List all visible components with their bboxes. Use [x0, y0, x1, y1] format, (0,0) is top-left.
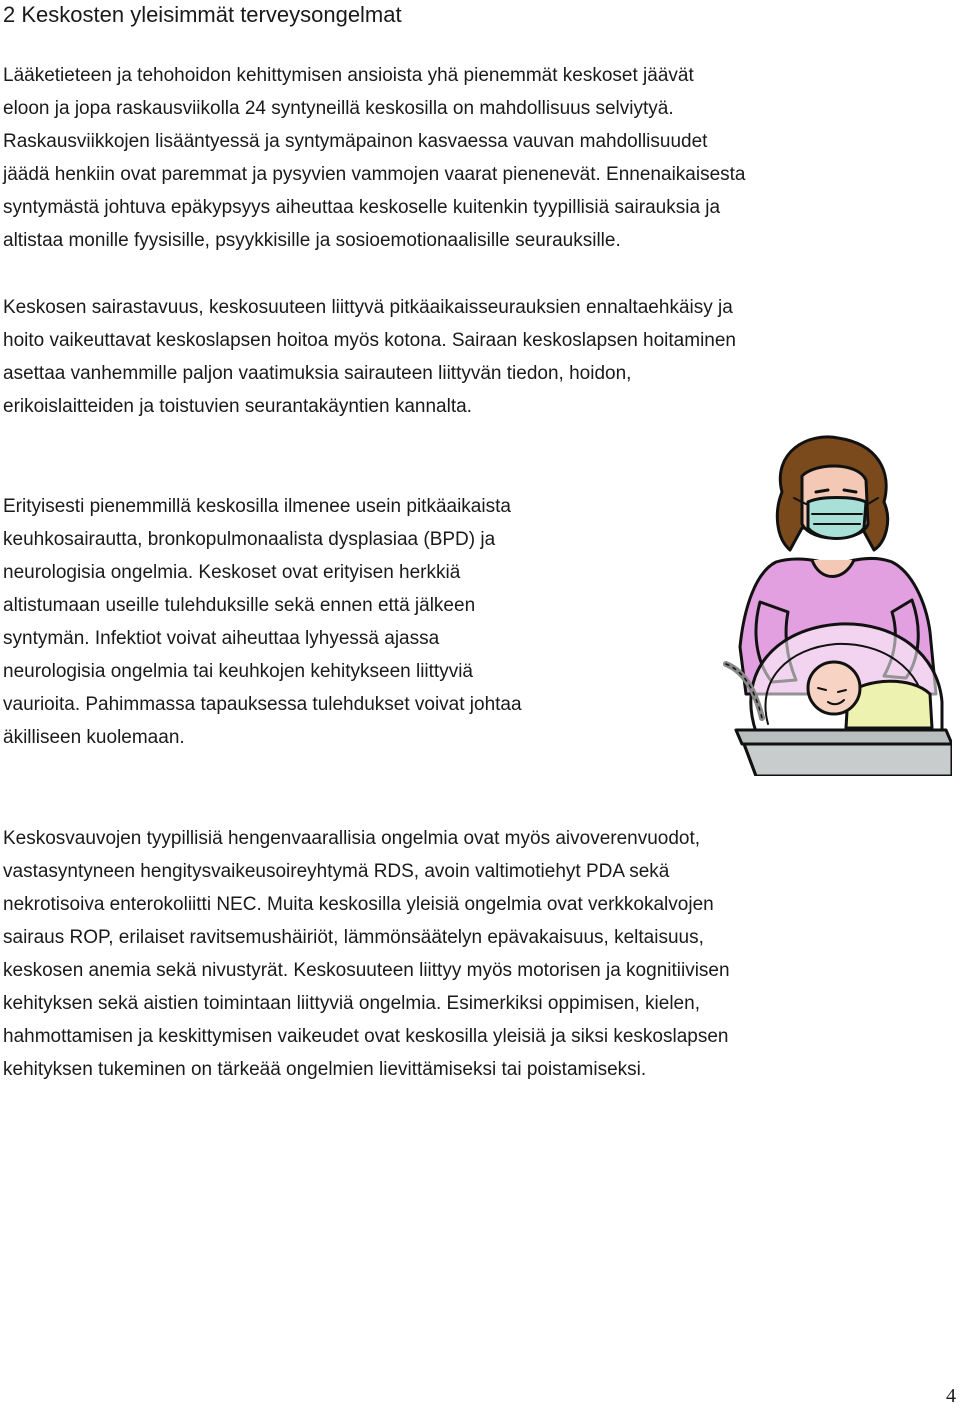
- paragraph-line: kehityksen tukeminen on tärkeää ongelmien lievittämiseksi tai poistamiseksi.: [3, 1059, 647, 1080]
- paragraph-line: nekrotisoiva enterokoliitti NEC. Muita keskosilla yleisiä ongelmia ovat verkkokalvojen: [3, 894, 714, 915]
- nurse-with-incubator-icon: [716, 432, 952, 776]
- paragraph-line: syntymän. Infektiot voivat aiheuttaa lyhyessä ajassa: [3, 628, 440, 649]
- paragraph-line: Keskosen sairastavuus, keskosuuteen liittyvä pitkäaikaisseurauksien ennaltaehkäisy ja: [3, 297, 733, 318]
- paragraph-line: vastasyntyneen hengitysvaikeusoireyhtymä RDS, avoin valtimotiehyt PDA sekä: [3, 861, 670, 882]
- paragraph-complications: [3, 822, 730, 1086]
- paragraph-line: neurologisia ongelmia. Keskoset ovat erityisen herkkiä: [3, 562, 461, 583]
- paragraph-line: vaurioita. Pahimmassa tapauksessa tulehdukset voivat johtaa: [3, 694, 522, 715]
- paragraph-line: syntymästä johtuva epäkypsyys aiheuttaa keskoselle kuitenkin tyypillisiä sairauksia ja: [3, 197, 721, 218]
- paragraph-line: jäädä henkiin ovat paremmat ja pysyvien vammojen vaarat pienenevät. Ennenaikaisesta: [3, 164, 746, 185]
- section-heading: 2 Keskosten yleisimmät terveysongelmat: [3, 2, 402, 27]
- paragraph-line: erikoislaitteiden ja toistuvien seurantakäyntien kannalta.: [3, 396, 472, 417]
- paragraph-infections: [3, 490, 522, 754]
- paragraph-line: hoito vaikeuttavat keskoslapsen hoitoa myös kotona. Sairaan keskoslapsen hoitaminen: [3, 330, 736, 351]
- paragraph-line: eloon ja jopa raskausviikolla 24 syntyneillä keskosilla on mahdollisuus selviytyä.: [3, 98, 674, 119]
- paragraph-line: neurologisia ongelmia tai keuhkojen kehitykseen liittyviä: [3, 661, 473, 682]
- paragraph-line: keskosen anemia sekä nivustyrät. Keskosuuteen liittyy myös motorisen ja kognitiivisen: [3, 960, 730, 981]
- paragraph-home-care: [3, 291, 736, 423]
- paragraph-line: keuhkosairautta, bronkopulmonaalista dysplasiaa (BPD) ja: [3, 529, 496, 550]
- paragraph-line: äkilliseen kuolemaan.: [3, 727, 185, 748]
- paragraph-line: Lääketieteen ja tehohoidon kehittymisen ansioista yhä pienemmät keskoset jäävät: [3, 65, 694, 86]
- paragraph-line: kehityksen sekä aistien toimintaan liittyviä ongelmia. Esimerkiksi oppimisen, kielen,: [3, 993, 700, 1014]
- paragraph-intro: [3, 59, 745, 257]
- paragraph-line: sairaus ROP, erilaiset ravitsemushäiriöt, lämmönsäätelyn epävakaisuus, keltaisuus,: [3, 927, 704, 948]
- nurse-incubator-illustration: [716, 432, 952, 776]
- paragraph-line: altistumaan useille tulehduksille sekä ennen että jälkeen: [3, 595, 476, 616]
- paragraph-line: hahmottamisen ja keskittymisen vaikeudet ovat keskosilla yleisiä ja siksi keskoslapsen: [3, 1026, 729, 1047]
- paragraph-line: Erityisesti pienemmillä keskosilla ilmenee usein pitkäaikaista: [3, 496, 511, 517]
- paragraph-line: asettaa vanhemmille paljon vaatimuksia sairauteen liittyvän tiedon, hoidon,: [3, 363, 632, 384]
- paragraph-line: altistaa monille fyysisille, psyykkisille ja sosioemotionaalisille seurauksille.: [3, 230, 621, 251]
- page-number: 4: [946, 1385, 956, 1407]
- paragraph-line: Raskausviikkojen lisääntyessä ja syntymäpainon kasvaessa vauvan mahdollisuudet: [3, 131, 708, 152]
- paragraph-line: Keskosvauvojen tyypillisiä hengenvaarallisia ongelmia ovat myös aivoverenvuodot,: [3, 828, 701, 849]
